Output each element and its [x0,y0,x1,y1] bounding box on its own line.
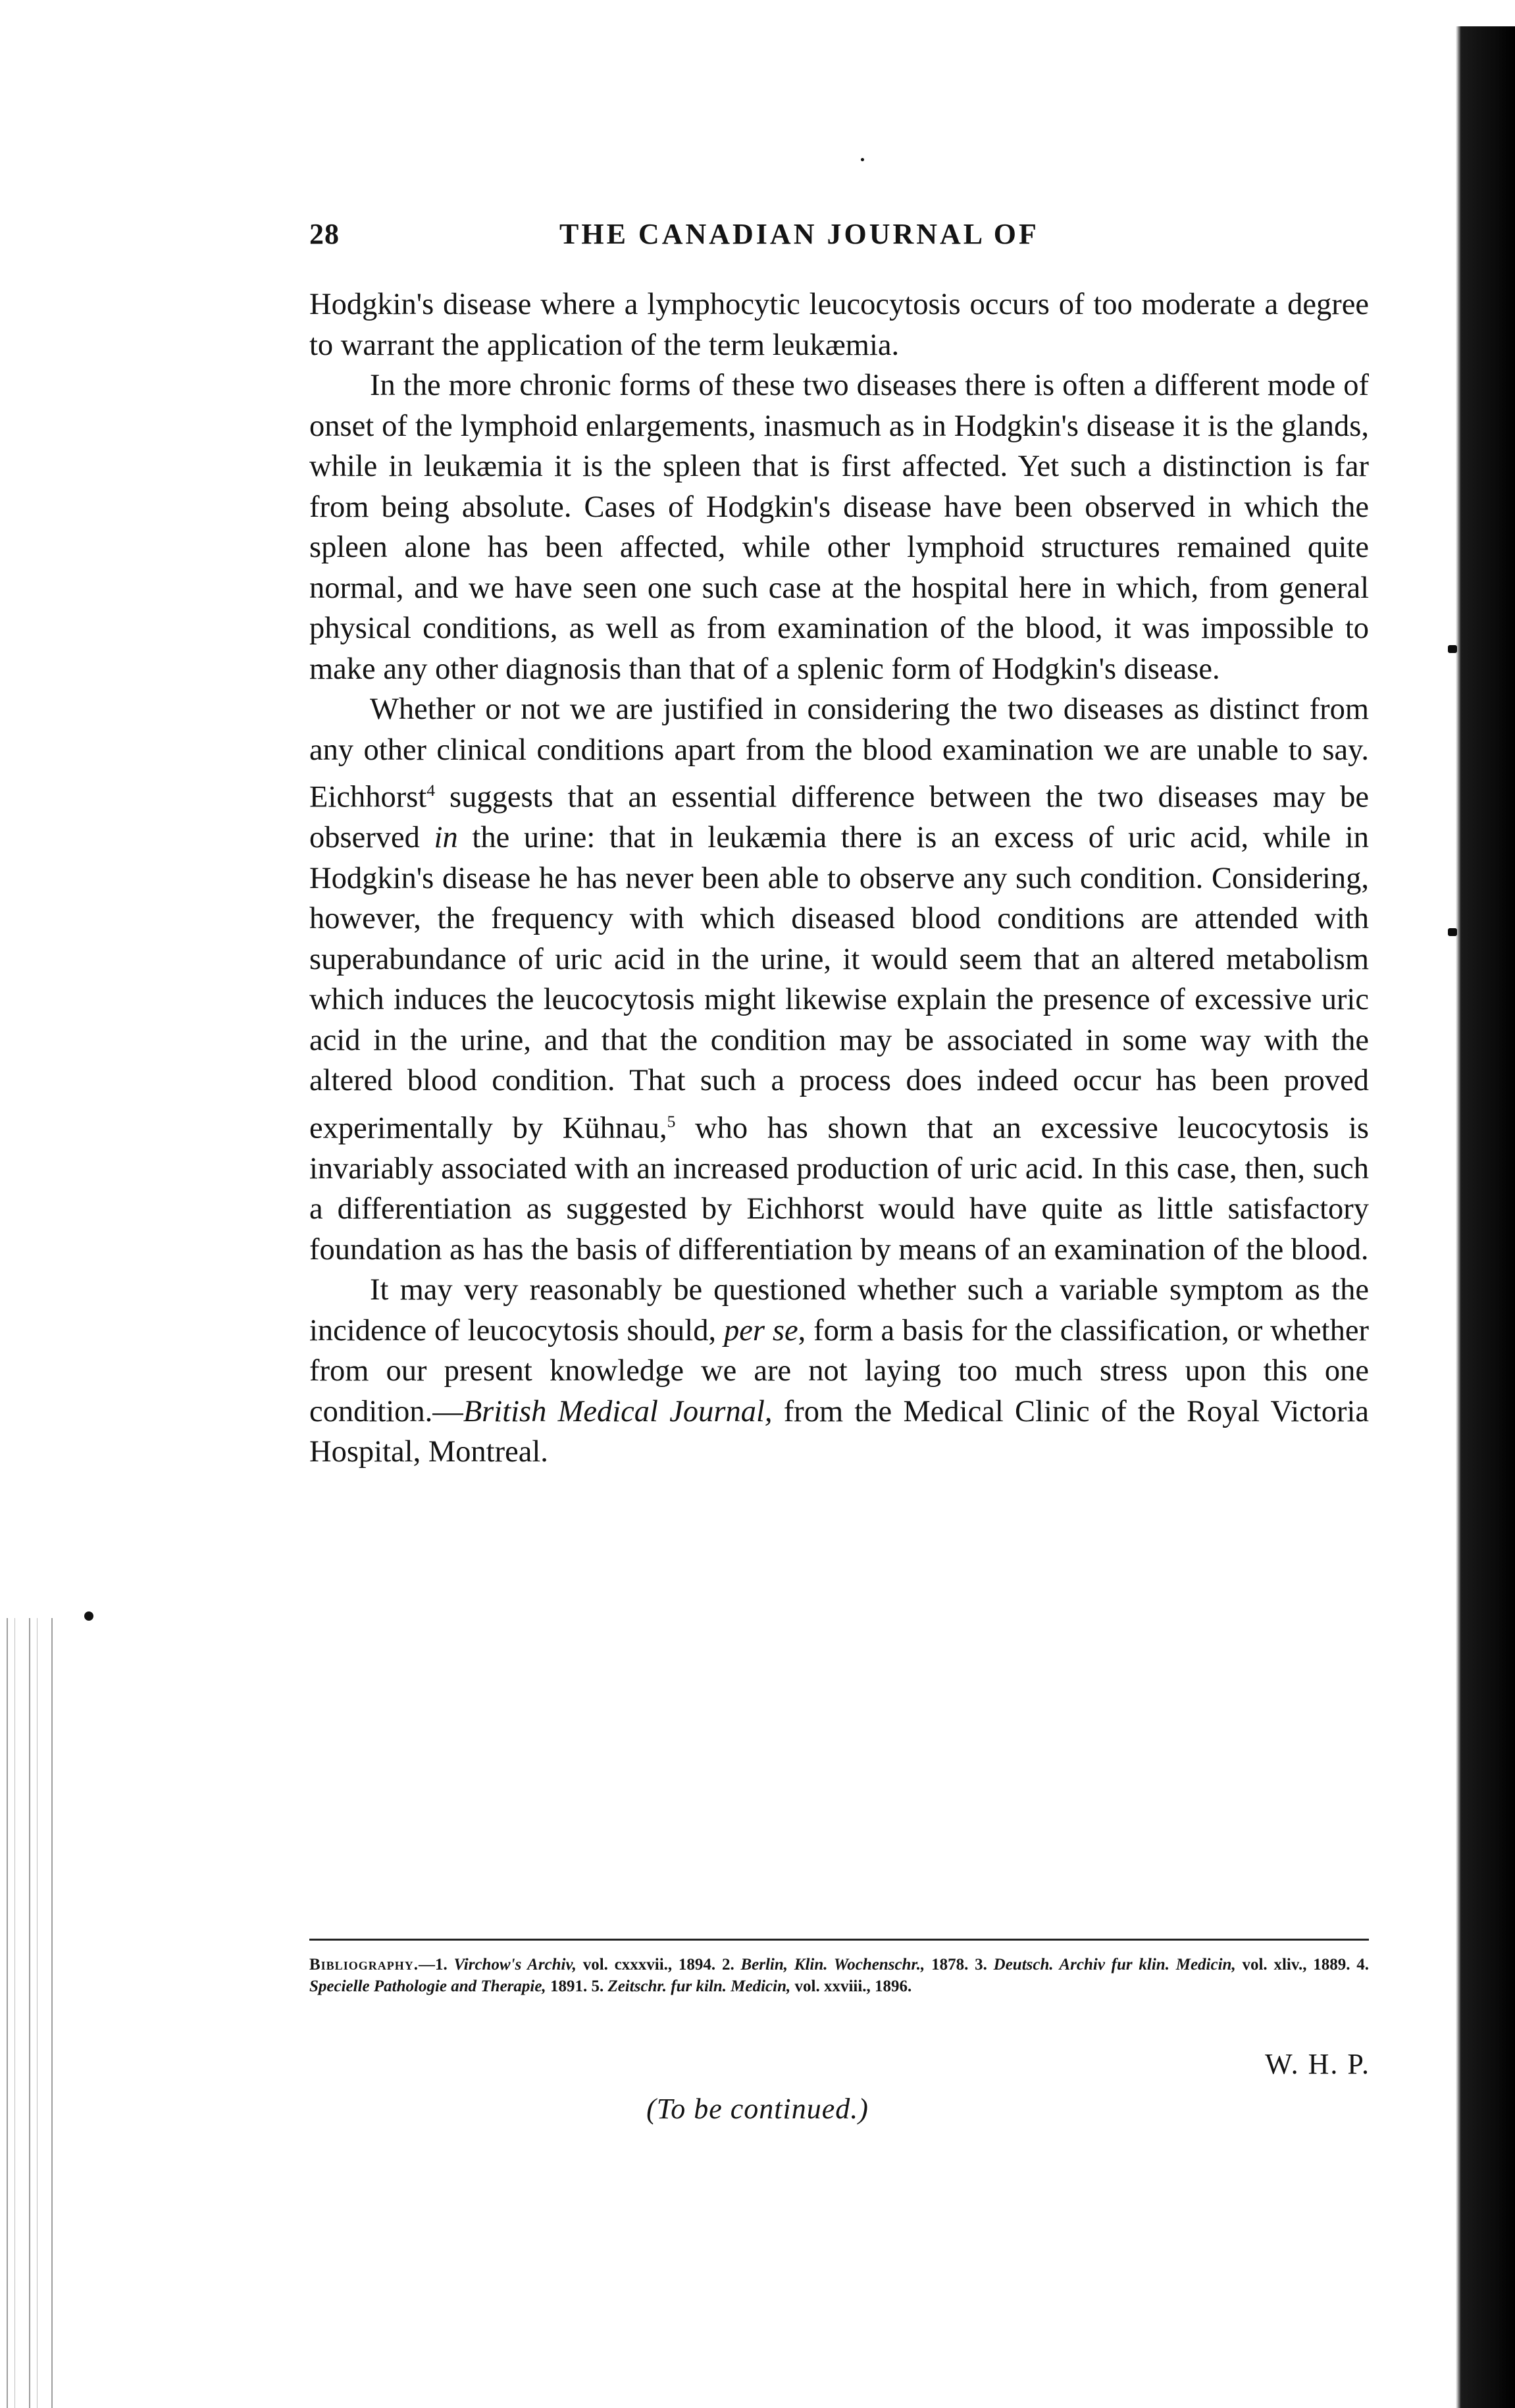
text-run: vol. xxviii., 1896. [790,1977,912,1995]
paragraph [309,284,1369,365]
italic-text: Deutsch. Archiv fur klin. Medicin, [993,1956,1236,1974]
paragraph [309,365,1369,689]
scan-mark [1448,645,1457,653]
author-signature: W. H. P. [1265,2048,1370,2080]
text-run: vol. cxxxvii., 1894. 2. [576,1956,741,1974]
italic-text: Zeitschr. fur kiln. Medicin, [607,1977,791,1995]
text-run: who has shown that an excessive leucocytosis is invariably associated with an increased production of uric acid. In this case, then, such a differentiation as suggested by Eichhorst would have quite as little satisfactory foundation as has the basis of differentiation by means of an examination of the blood. [309,1111,1369,1267]
text-run: , form a basis for the classification, or whether from our present knowledge we are not laying too much stress upon this one condition.— [309,1313,1369,1428]
text-run: 1891. 5. [546,1977,608,1995]
paragraph [309,689,1369,1270]
scan-speck [84,1611,93,1621]
continued-note: (To be continued.) [646,2093,869,2125]
bibliography [309,1954,1369,1997]
bibliography-label: Bibliography. [309,1956,419,1974]
scan-speck [861,158,864,161]
paragraph [309,1270,1369,1473]
article-body [309,284,1369,1473]
text-run: 1878. 3. [925,1956,994,1974]
italic-text: per se [724,1313,798,1348]
text-run: It may very reasonably be questioned whether such a variable symptom as the incidence of leucocytosis should, [309,1273,1369,1348]
text-run: the urine: that in leukæmia there is an excess of uric acid, while in Hodgkin's disease he has never been able to observe any such condition. Considering, however, the frequency with which diseased blood conditions are attended with superabundance of uric acid in the urine, it would seem that an altered metabolism which induces the leucocytosis might likewise explain the presence of excessive uric acid in the urine, and that the condition may be associated in some way with the altered blood condition. That such a process does indeed occur has been proved experimentally by Kühnau, [309,821,1369,1145]
italic-text: Specielle Pathologie and Therapie, [309,1977,546,1995]
text-run: In the more chronic forms of these two diseases there is often a different mode of onset of the lymphoid enlargements, inasmuch as in Hodgkin's disease it is the glands, while in leukæmia it is the spleen that is first affected. Yet such a distinction is far from being absolute. Cases of Hodgkin's disease have been observed in which the spleen alone has been affected, while other lymphoid structures remained quite normal, and we have seen one such case at the hospital here in which, from general physical conditions, as well as from examination of the blood, it was impossible to make any other diagnosis than that of a splenic form of Hodgkin's disease. [309,369,1369,686]
scan-edge-right [1456,26,1515,2408]
text-run: vol. xliv., 1889. 4. [1235,1956,1370,1974]
text-run: Whether or not we are justified in considering the two diseases as distinct from any other clinical conditions apart from the blood examination we are unable to say. Eichhorst [309,693,1369,814]
text-run: suggests that an essential difference between the two diseases may be observed [309,780,1369,854]
scan-mark [1448,928,1457,936]
scan-edge-left [0,1618,53,2408]
running-head [309,217,1369,257]
footnote-rule [309,1939,1369,1941]
text-run: —1. [418,1956,454,1974]
italic-text: Berlin, Klin. Wochenschr., [740,1956,925,1974]
journal-title: THE CANADIAN JOURNAL OF [559,218,1039,250]
italic-text: in [434,821,458,854]
text-run: Hodgkin's disease where a lymphocytic leucocytosis occurs of too moderate a degree to warrant the application of the term leukæmia. [309,288,1369,362]
text-run: from the Medical Clinic of the Royal Victoria Hospital, Montreal. [309,1394,1370,1469]
page-number: 28 [309,218,340,250]
italic-text: Virchow's Archiv, [453,1956,577,1974]
footnote-marker: 4 [426,781,435,800]
italic-text: British Medical Journal, [463,1394,773,1428]
footnote-marker: 5 [667,1111,676,1131]
